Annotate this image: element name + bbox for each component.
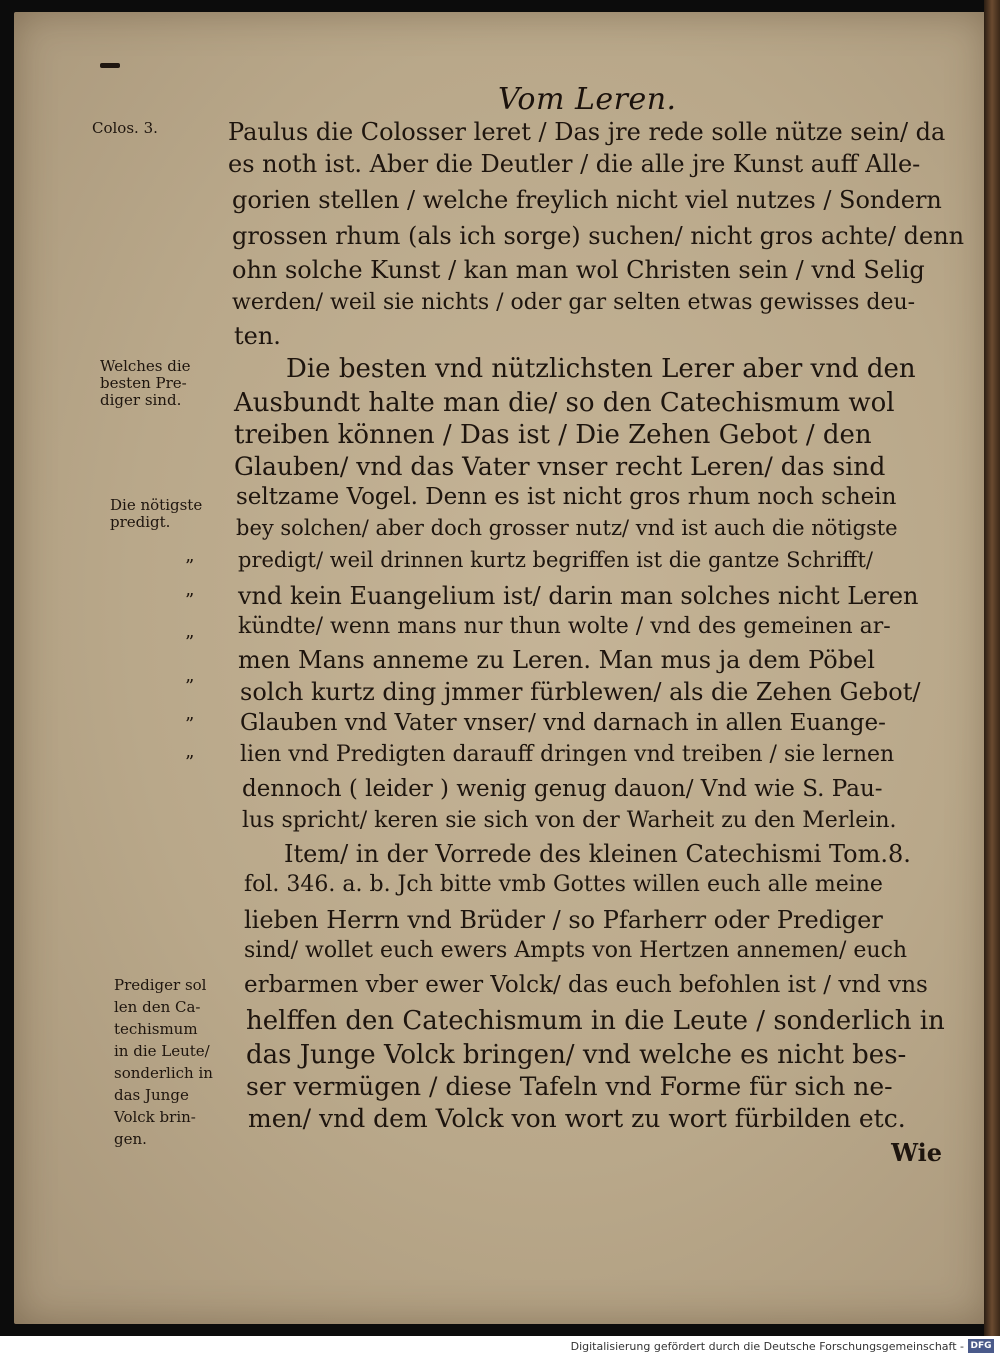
text-line: men/ vnd dem Volck von wort zu wort fürbilden etc.	[248, 1104, 906, 1133]
margin-note-noetigste	[110, 497, 202, 531]
margin-line: Die nötigste	[110, 496, 203, 514]
margin-line: besten Pre-	[100, 374, 187, 392]
margin-line: Welches die	[100, 357, 191, 375]
margin-note-prediger	[114, 974, 213, 1150]
footer-credit: Digitalisierung gefördert durch die Deutsche Forschungsgemeinschaft -	[570, 1340, 964, 1353]
text-line: solch kurtz ding jmmer fürblewen/ als die Zehen Gebot/	[240, 678, 921, 706]
text-line: Glauben/ vnd das Vater vnser recht Leren/ das sind	[234, 452, 886, 481]
text-line: Die besten vnd nützlichsten Lerer aber vnd den	[286, 354, 916, 384]
quote-mark: ”	[185, 714, 195, 735]
text-line: vnd kein Euangelium ist/ darin man solches nicht Leren	[238, 582, 919, 610]
margin-note-welches	[100, 358, 191, 409]
margin-line: diger sind.	[100, 391, 182, 409]
text-line: lien vnd Predigten darauff dringen vnd treiben / sie lernen	[240, 742, 895, 767]
text-line: lieben Herrn vnd Brüder / so Pfarherr oder Prediger	[244, 906, 883, 934]
margin-line: predigt.	[110, 513, 171, 531]
quote-mark: ”	[185, 590, 195, 611]
text-line: grossen rhum (als ich sorge) suchen/ nicht gros achte/ denn	[232, 222, 965, 250]
text-line: predigt/ weil drinnen kurtz begriffen ist die gantze Schrifft/	[238, 548, 873, 572]
page-mark	[100, 63, 120, 68]
text-line: ten.	[234, 322, 281, 350]
text-line: Item/ in der Vorrede des kleinen Catechismi Tom.8.	[284, 840, 911, 868]
text-line: erbarmen vber ewer Volck/ das euch befohlen ist / vnd vns	[244, 972, 928, 998]
text-line: ohn solche Kunst / kan man wol Christen sein / vnd Selig	[232, 256, 925, 284]
dfg-logo-icon: DFG	[968, 1339, 994, 1353]
text-line: es noth ist. Aber die Deutler / die alle jre Kunst auff Alle-	[228, 150, 921, 178]
text-line: Paulus die Colosser leret / Das jre rede solle nütze sein/ da	[228, 118, 946, 146]
text-line: werden/ weil sie nichts / oder gar selten etwas gewisses deu-	[232, 290, 916, 315]
margin-line: Volck brin-	[114, 1108, 196, 1126]
book-spine-edge	[984, 0, 1000, 1336]
margin-line: Prediger sol	[114, 976, 207, 994]
catchword: Wie	[891, 1138, 942, 1167]
margin-line: len den Ca-	[114, 998, 201, 1016]
text-line: seltzame Vogel. Denn es ist nicht gros rhum noch schein	[236, 484, 897, 510]
text-line: dennoch ( leider ) wenig genug dauon/ Vnd wie S. Pau-	[242, 776, 883, 802]
quote-mark: ”	[185, 676, 195, 697]
text-line: bey solchen/ aber doch grosser nutz/ vnd ist auch die nötigste	[236, 516, 898, 540]
text-line: das Junge Volck bringen/ vnd welche es nicht bes-	[246, 1040, 907, 1070]
margin-line: techismum	[114, 1020, 198, 1038]
margin-line: das Junge	[114, 1086, 189, 1104]
text-line: fol. 346. a. b. Jch bitte vmb Gottes willen euch alle meine	[244, 872, 883, 897]
running-head: Vom Leren.	[498, 82, 677, 117]
quote-mark: ”	[185, 556, 195, 577]
footer-bar	[0, 1336, 1000, 1357]
text-line: gorien stellen / welche freylich nicht viel nutzes / Sondern	[232, 186, 942, 214]
margin-line: in die Leute/	[114, 1042, 210, 1060]
text-line: Glauben vnd Vater vnser/ vnd darnach in allen Euange-	[240, 710, 886, 736]
quote-mark: ”	[185, 632, 195, 653]
quote-mark: ”	[185, 752, 195, 773]
text-line: Ausbundt halte man die/ so den Catechismum wol	[234, 388, 895, 418]
text-line: sind/ wollet euch ewers Ampts von Hertzen annemen/ euch	[244, 938, 908, 963]
text-line: treiben können / Das ist / Die Zehen Gebot / den	[234, 420, 872, 450]
text-line: kündte/ wenn mans nur thun wolte / vnd des gemeinen ar-	[238, 614, 891, 639]
margin-line: sonderlich in	[114, 1064, 213, 1082]
text-line: lus spricht/ keren sie sich von der Warheit zu den Merlein.	[242, 808, 897, 833]
margin-line: gen.	[114, 1130, 147, 1148]
text-line: men Mans anneme zu Leren. Man mus ja dem Pöbel	[238, 646, 875, 674]
margin-note-colos: Colos. 3.	[92, 119, 158, 137]
text-line: helffen den Catechismum in die Leute / sonderlich in	[246, 1006, 945, 1036]
text-line: ser vermügen / diese Tafeln vnd Forme für sich ne-	[246, 1072, 893, 1101]
